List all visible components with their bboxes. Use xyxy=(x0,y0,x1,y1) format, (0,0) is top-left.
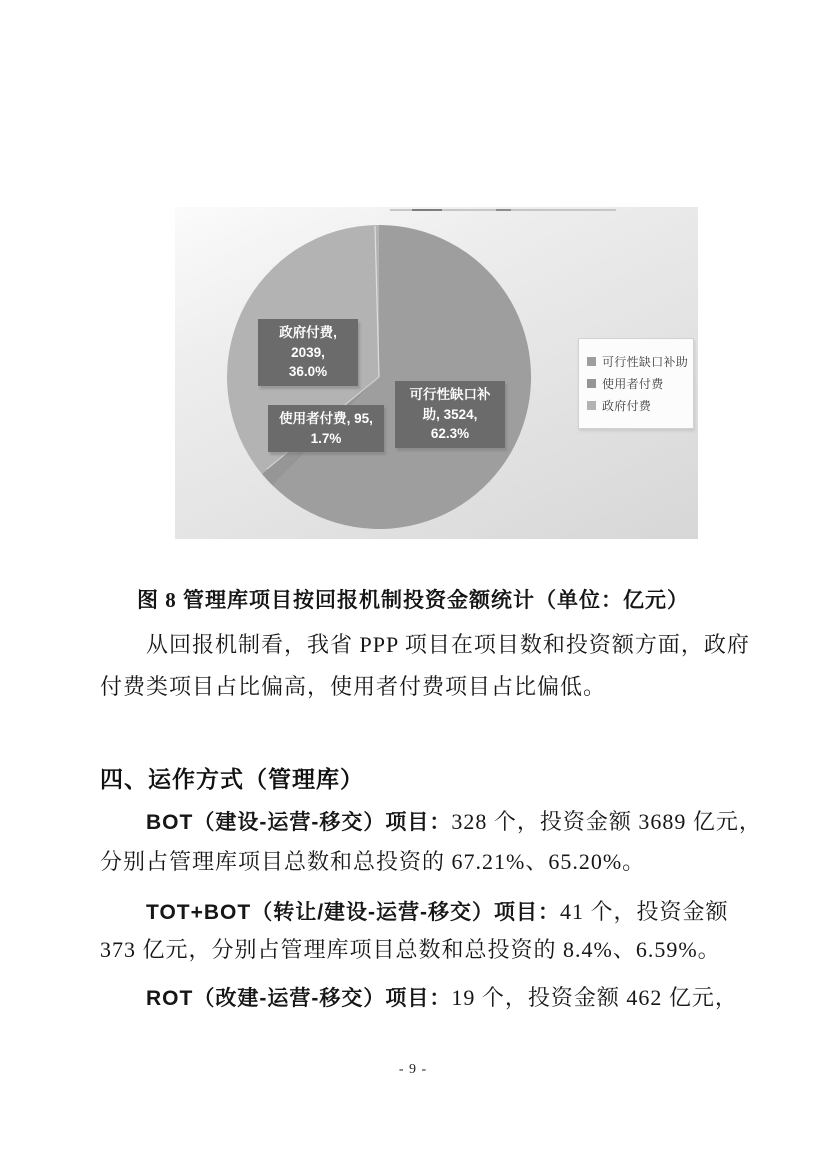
legend-label: 使用者付费 xyxy=(602,377,664,391)
legend-item xyxy=(587,397,687,414)
paragraph-tot-line1 xyxy=(146,895,729,926)
label-line: 1.7% xyxy=(310,430,342,446)
pie-data-label-government-pay xyxy=(258,319,358,386)
chart-legend xyxy=(578,338,694,429)
label-line: 使用者付费, 95, xyxy=(279,411,373,426)
bot-line1-rest: 328 个，投资金额 3689 亿元， xyxy=(451,809,762,834)
label-line: 36.0% xyxy=(288,364,328,380)
rot-line1-rest: 19 个，投资金额 462 亿元， xyxy=(451,985,738,1010)
label-line: 可行性缺口补 xyxy=(409,387,491,402)
paragraph-tot-line2: 373 亿元，分别占管理库项目总数和总投资的 8.4%、6.59%。 xyxy=(100,937,721,962)
paragraph-intro-line1: 从回报机制看，我省 PPP 项目在项目数和投资额方面，政府 xyxy=(146,632,750,657)
legend-label: 可行性缺口补助 xyxy=(602,355,689,369)
tot-line1-rest: 41 个，投资金额 xyxy=(560,899,729,924)
label-line: 助, 3524, 62.3% xyxy=(422,406,478,442)
legend-label: 政府付费 xyxy=(602,399,652,413)
section-heading: 四、运作方式（管理库） xyxy=(100,766,364,792)
page-number: - 9 - xyxy=(398,1062,428,1077)
label-line: 政府付费, 2039, xyxy=(279,325,337,360)
bot-lead-bold: BOT（建设-运营-移交）项目： xyxy=(146,811,452,834)
legend-swatch-icon xyxy=(587,379,596,388)
paragraph-rot-line1 xyxy=(146,981,738,1012)
paragraph-bot-line2: 分别占管理库项目总数和总投资的 67.21%、65.20%。 xyxy=(100,849,646,874)
paragraph-bot-line1 xyxy=(146,805,762,836)
paragraph-intro-line2: 付费类项目占比偏高，使用者付费项目占比偏低。 xyxy=(100,674,607,699)
pie-chart-figure xyxy=(175,207,698,539)
legend-swatch-icon xyxy=(587,401,596,410)
pie-data-label-viability-gap xyxy=(395,381,505,448)
pie-data-label-user-pay xyxy=(268,405,384,452)
legend-item xyxy=(587,353,687,370)
rot-lead-bold: ROT（改建-运营-移交）项目： xyxy=(146,987,452,1010)
figure-caption: 图 8 管理库项目按回报机制投资金额统计（单位：亿元） xyxy=(137,588,689,612)
tot-lead-bold: TOT+BOT（转让/建设-运营-移交）项目： xyxy=(146,901,561,924)
legend-swatch-icon xyxy=(587,357,596,366)
legend-item xyxy=(587,375,687,392)
